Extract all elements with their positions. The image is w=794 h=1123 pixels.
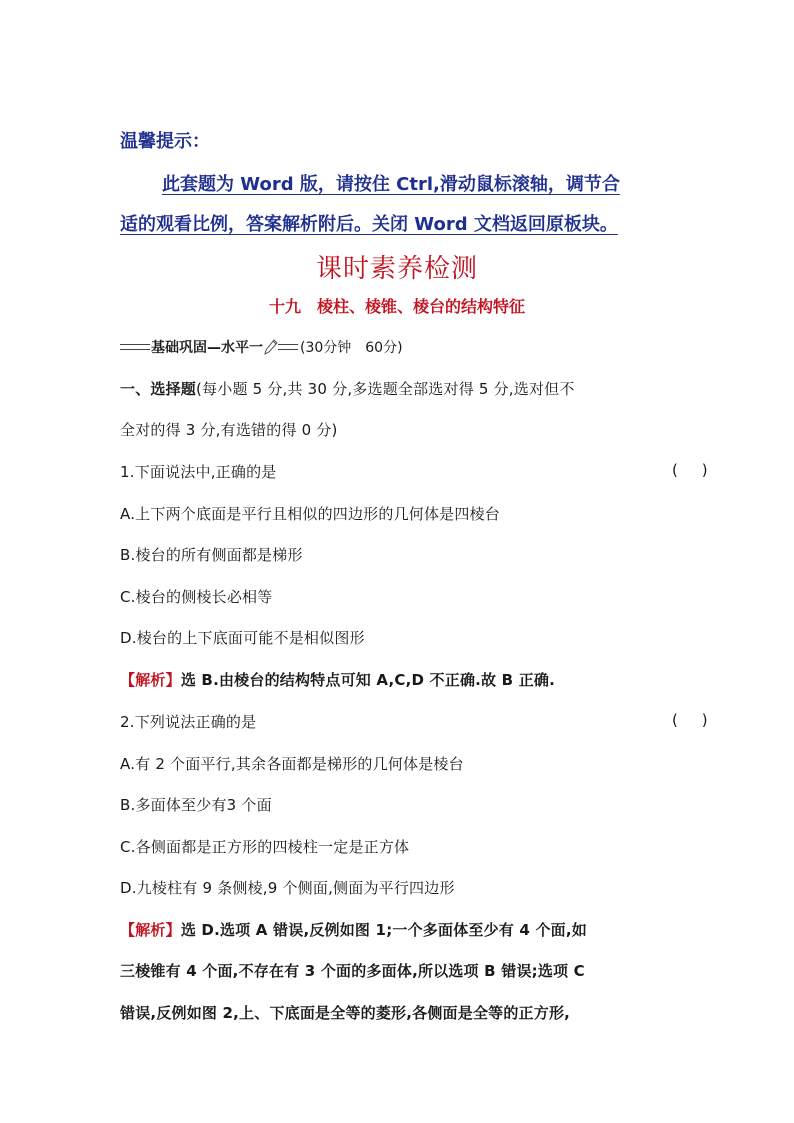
q2-option-d: D.九棱柱有 9 条侧棱,9 个侧面,侧面为平行四边形 — [120, 879, 455, 897]
q2-analysis-line1 — [120, 919, 587, 940]
pencil-icon — [264, 339, 278, 355]
q1-analysis — [120, 669, 555, 690]
part-heading-label: 一、选择题 — [120, 380, 197, 398]
analysis-text: 选 B.由棱台的结构特点可知 A,C,D 不正确.故 B 正确. — [180, 671, 556, 689]
analysis-text: 选 D.选项 A 错误,反例如图 1;一个多面体至少有 4 个面,如 — [180, 921, 587, 939]
q2-option-a: A.有 2 个面平行,其余各面都是梯形的几何体是棱台 — [120, 755, 464, 773]
q2-stem: 2.下列说法正确的是 — [120, 713, 257, 731]
section-time: (30分钟 60分) — [300, 340, 403, 356]
q2-analysis-line2: 三棱锥有 4 个面,不存在有 3 个面的多面体,所以选项 B 错误;选项 C — [120, 962, 585, 980]
tip-line-2: 适的观看比例，答案解析附后。关闭 Word 文档返回原板块。 — [120, 214, 618, 235]
part-heading-line2: 全对的得 3 分,有选错的得 0 分) — [120, 421, 338, 439]
analysis-tag: 【解析】 — [120, 671, 181, 689]
q1-option-c: C.棱台的侧棱长必相等 — [120, 588, 273, 606]
q1-option-b: B.棱台的所有侧面都是梯形 — [120, 546, 303, 564]
q1-stem: 1.下面说法中,正确的是 — [120, 463, 277, 481]
double-line-divider — [120, 344, 150, 350]
q2-option-c: C.各侧面都是正方形的四棱柱一定是正方体 — [120, 838, 410, 856]
q1-option-a: A.上下两个底面是平行且相似的四边形的几何体是四棱台 — [120, 505, 500, 523]
q2-option-b: B.多面体至少有3 个面 — [120, 796, 272, 814]
analysis-tag: 【解析】 — [120, 921, 181, 939]
part-heading-rule: (每小题 5 分,共 30 分,多选题全部选对得 5 分,选对但不 — [196, 380, 575, 398]
q1-option-d: D.棱台的上下底面可能不是相似图形 — [120, 629, 365, 647]
section-label: 基础巩固—水平一 — [151, 340, 263, 356]
tip-line-1: 此套题为 Word 版，请按住 Ctrl,滑动鼠标滚轴，调节合 — [162, 174, 620, 195]
q2-analysis-line3: 错误,反例如图 2,上、下底面是全等的菱形,各侧面是全等的正方形, — [120, 1004, 571, 1022]
lesson-subtitle: 十九 棱柱、棱锥、棱台的结构特征 — [268, 297, 525, 316]
q1-answer-bracket: ( ) — [672, 461, 708, 479]
page-title: 课时素养检测 — [315, 254, 478, 284]
section-header — [120, 336, 403, 358]
tip-title: 温馨提示： — [120, 131, 210, 152]
double-line-divider-end — [278, 344, 298, 350]
q2-answer-bracket: ( ) — [672, 711, 708, 729]
part-heading — [120, 378, 575, 399]
